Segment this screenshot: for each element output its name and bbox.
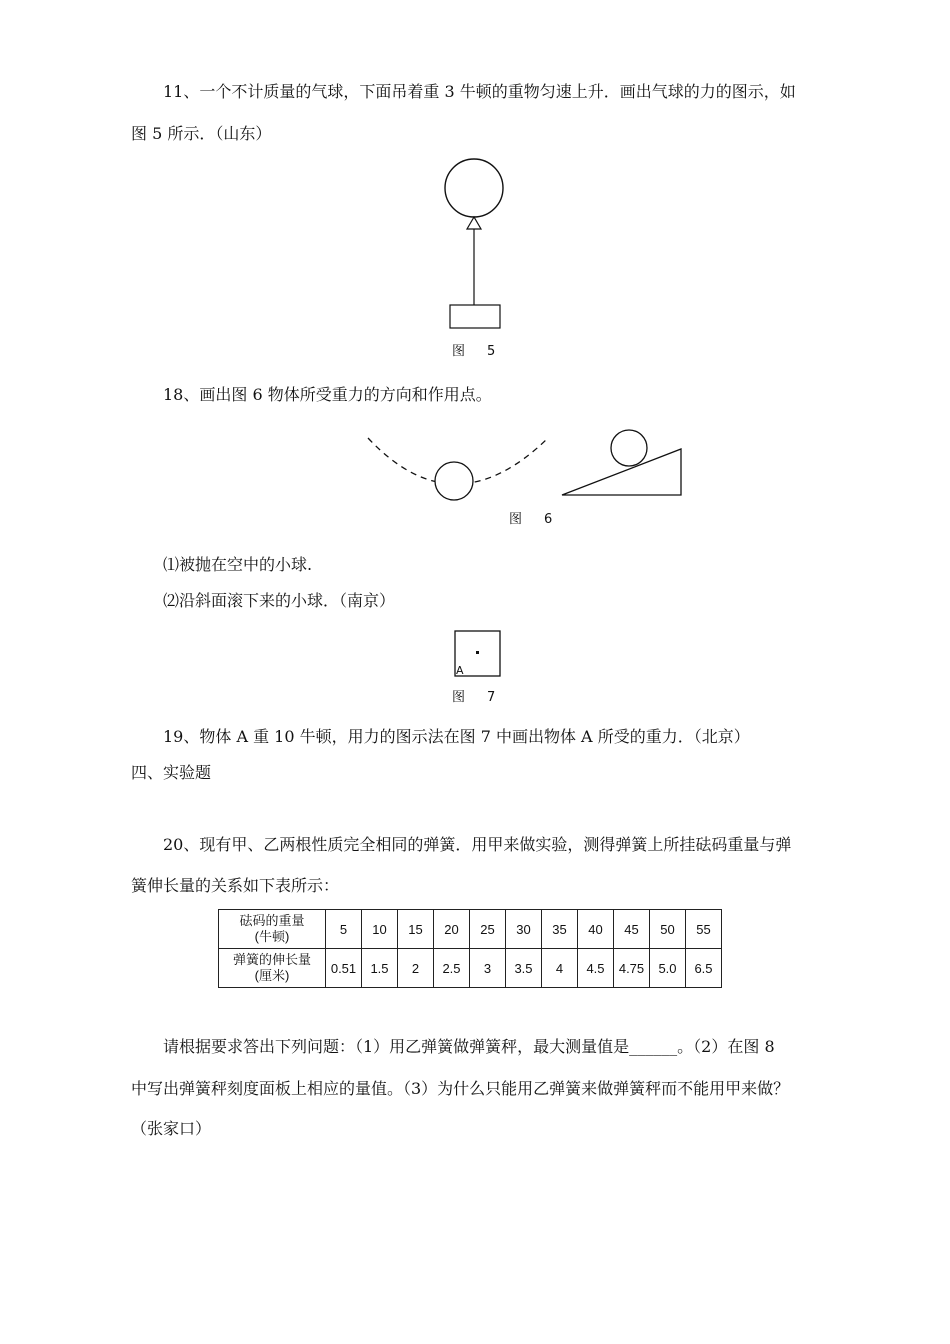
extension-cell: 2 bbox=[398, 949, 434, 988]
figure-5-caption-number: 5 bbox=[487, 344, 496, 359]
figure-7-caption-label: 图 bbox=[452, 690, 466, 705]
section-4-title: 四、实验题 bbox=[131, 763, 212, 782]
figure-7-caption-number: 7 bbox=[487, 690, 496, 705]
extension-header-unit: (厘米) bbox=[254, 968, 290, 983]
extension-cell: 4 bbox=[542, 949, 578, 988]
figure-7-caption bbox=[452, 690, 495, 706]
q20-line2: 簧伸长量的关系如下表所示： bbox=[131, 876, 340, 895]
figure-6-caption-label: 图 bbox=[509, 512, 523, 527]
q11-line2: 图 5 所示．（山东） bbox=[131, 124, 272, 143]
figure-5-caption-label: 图 bbox=[452, 344, 466, 359]
weight-cell: 45 bbox=[614, 910, 650, 949]
object-a-label: A bbox=[456, 664, 464, 677]
weight-block bbox=[450, 305, 500, 328]
q11-line1: 11、一个不计质量的气球，下面吊着重 3 牛顿的重物匀速上升．画出气球的力的图示，如 bbox=[163, 82, 796, 101]
balloon-circle bbox=[445, 159, 503, 217]
weight-cell: 40 bbox=[578, 910, 614, 949]
q20-ask-line3: （张家口） bbox=[131, 1119, 212, 1138]
weight-cell: 30 bbox=[506, 910, 542, 949]
extension-cell: 2.5 bbox=[434, 949, 470, 988]
table-row-extension bbox=[219, 949, 722, 988]
q20-line1: 20、现有甲、乙两根性质完全相同的弹簧．用甲来做实验，测得弹簧上所挂砝码重量与弹 bbox=[163, 835, 792, 854]
weight-cell: 35 bbox=[542, 910, 578, 949]
weight-cell: 15 bbox=[398, 910, 434, 949]
extension-cell: 5.0 bbox=[650, 949, 686, 988]
q18-text: 18、画出图 6 物体所受重力的方向和作用点。 bbox=[163, 385, 492, 404]
weight-header bbox=[219, 910, 326, 949]
figure-5-caption bbox=[452, 344, 495, 360]
q20-ask-line1: 请根据要求答出下列问题：（1）用乙弹簧做弹簧秤，最大测量值是______。（2）在图 8 bbox=[163, 1037, 775, 1056]
q18-item2: ⑵沿斜面滚下来的小球．（南京） bbox=[163, 591, 396, 610]
extension-cell: 3 bbox=[470, 949, 506, 988]
spring-data-table bbox=[218, 909, 722, 988]
figure-6-caption bbox=[509, 512, 552, 528]
extension-cell: 4.75 bbox=[614, 949, 650, 988]
weight-header-unit: (牛顿) bbox=[254, 929, 290, 944]
weight-cell: 10 bbox=[362, 910, 398, 949]
center-point bbox=[476, 651, 479, 654]
q19-text: 19、物体 A 重 10 牛顿，用力的图示法在图 7 中画出物体 A 所受的重力．（北京） bbox=[163, 727, 750, 746]
q18-item1: ⑴被抛在空中的小球. bbox=[163, 555, 313, 574]
weight-cell: 5 bbox=[326, 910, 362, 949]
figure-5-balloon bbox=[440, 155, 510, 335]
figure-6-caption-number: 6 bbox=[544, 512, 553, 527]
weight-cell: 20 bbox=[434, 910, 470, 949]
balloon-knot bbox=[467, 217, 481, 229]
extension-cell: 3.5 bbox=[506, 949, 542, 988]
thrown-ball bbox=[435, 462, 473, 500]
figure-6 bbox=[360, 420, 690, 510]
table-row-weight bbox=[219, 910, 722, 949]
q20-ask-line2: 中写出弹簧秤刻度面板上相应的量值。（3）为什么只能用乙弹簧来做弹簧秤而不能用甲来做？ bbox=[131, 1079, 790, 1098]
extension-cell: 1.5 bbox=[362, 949, 398, 988]
extension-cell: 6.5 bbox=[686, 949, 722, 988]
weight-header-label: 砝码的重量 bbox=[239, 913, 305, 928]
weight-cell: 50 bbox=[650, 910, 686, 949]
extension-header-label: 弹簧的伸长量 bbox=[232, 952, 311, 967]
rolling-ball bbox=[611, 430, 647, 466]
extension-header bbox=[219, 949, 326, 988]
weight-cell: 55 bbox=[686, 910, 722, 949]
weight-cell: 25 bbox=[470, 910, 506, 949]
extension-cell: 4.5 bbox=[578, 949, 614, 988]
extension-cell: 0.51 bbox=[326, 949, 362, 988]
